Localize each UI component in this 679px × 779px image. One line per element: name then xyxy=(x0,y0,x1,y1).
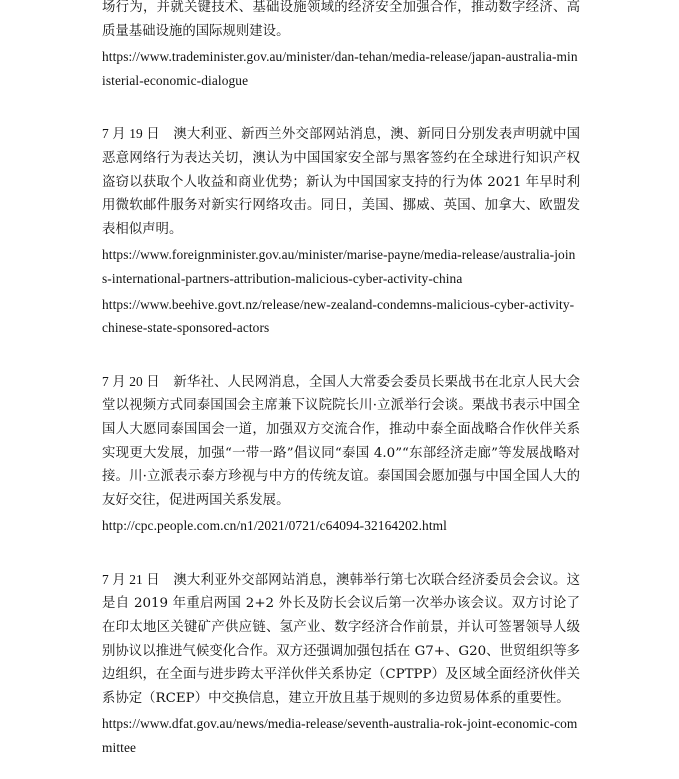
news-entry xyxy=(102,122,580,339)
entry-body: 场行为，并就关键技术、基础设施领域的经济安全加强合作，推动数字经济、高质量基础设施的国际规则建设。 xyxy=(102,0,580,39)
source-link[interactable]: http://cpc.people.com.cn/n1/2021/0721/c64094-32164202.html xyxy=(102,518,447,534)
source-link[interactable]: https://www.foreignminister.gov.au/minister/marise-payne/media-release/australia-joins-international-partners-attribution-malicious-cyber-activity-china xyxy=(102,247,576,286)
entry-text xyxy=(102,568,580,711)
source-link[interactable]: https://www.trademinister.gov.au/minister/dan-tehan/media-release/japan-australia-ministerial-economic-dialogue xyxy=(102,49,578,88)
entry-date: 7 月 21 日 xyxy=(102,571,160,587)
source-link[interactable]: https://www.dfat.gov.au/news/media-release/seventh-australia-rok-joint-economic-committee xyxy=(102,716,578,756)
entry-text xyxy=(102,122,580,241)
entry-body: 新华社、人民网消息，全国人大常委会委员长栗战书在北京人民大会堂以视频方式同泰国国会主席兼下议院院长川·立派举行会谈。栗战书表示中国全国人大愿同泰国国会一道，加强双方交流合作，推动中泰全面战略合作伙伴关系实现更大发展，加强“一带一路”倡议同“泰国 4.0”“东部经济走廊”等发展战略对接。川·立派表示泰方珍视与中方的传统友谊。泰国国会愿加强与中国全国人大的友好交往，促进两国关系发展。 xyxy=(102,374,580,508)
news-entry xyxy=(102,370,580,538)
source-link[interactable]: https://www.beehive.govt.nz/release/new-zealand-condemns-malicious-cyber-activity-chinese-state-sponsored-actors xyxy=(102,296,575,336)
news-entry xyxy=(102,568,580,760)
entry-text xyxy=(102,370,580,513)
news-entry xyxy=(102,0,580,92)
entry-text xyxy=(102,0,580,43)
document-page xyxy=(102,0,580,760)
entry-body: 澳大利亚、新西兰外交部网站消息，澳、新同日分别发表声明就中国恶意网络行为表达关切，澳认为中国国家安全部与黑客签约在全球进行知识产权盗窃以获取个人收益和商业优势；新认为中国国家支持的行为体 2021 年早时利用微软邮件服务对新实行网络攻击。同日，美国、挪威、英国、加拿大、欧盟发表相似声明。 xyxy=(102,127,580,237)
entry-date: 7 月 20 日 xyxy=(102,373,160,389)
entry-body: 澳大利亚外交部网站消息，澳韩举行第七次联合经济委员会会议。这是自 2019 年重启两国 2+2 外长及防长会议后第一次举办该会议。双方讨论了在印太地区关键矿产供应链、氢产业、数字经济合作前景，并认可签署领导人级别协议以推进气候变化合作。双方还强调加强包括在 G7+、G20、世贸组织等多边组织，在全面与进步跨太平洋伙伴关系协定（CPTPP）及区域全面经济伙伴关系协定（RCEP）中交换信息，建立开放且基于规则的多边贸易体系的重要性。 xyxy=(102,572,580,706)
entry-date: 7 月 19 日 xyxy=(102,126,160,142)
